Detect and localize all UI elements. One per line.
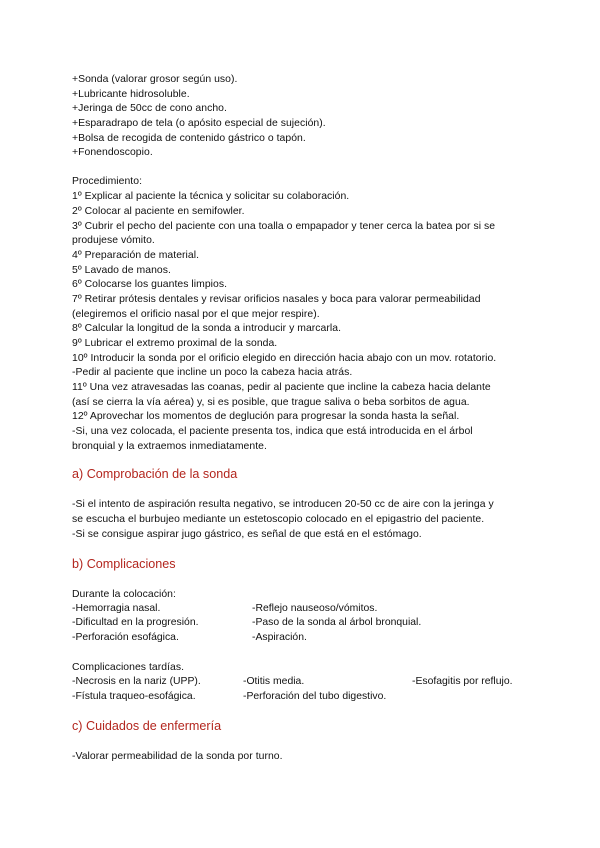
late-title: Complicaciones tardías. — [72, 662, 185, 673]
procedure-step: 7º Retirar prótesis dentales y revisar orificios nasales y boca para valorar permeabilidad — [72, 294, 481, 305]
procedure-step: produjese vómito. — [72, 235, 155, 246]
complication-item: -Dificultad en la progresión. — [72, 617, 199, 628]
late-complication-item: -Fístula traqueo-esofágica. — [72, 691, 196, 702]
procedure-step: 1º Explicar al paciente la técnica y solicitar su colaboración. — [72, 191, 350, 202]
during-title: Durante la colocación: — [72, 589, 176, 600]
section-a-line: -Si el intento de aspiración resulta negativo, se introducen 20-50 cc de aire con la jeringa y — [72, 499, 494, 510]
procedure-step: 6º Colocarse los guantes limpios. — [72, 279, 228, 290]
complication-item: -Hemorragia nasal. — [72, 603, 161, 614]
section-c-heading: c) Cuidados de enfermería — [72, 719, 222, 733]
procedure-step: 9º Lubricar el extremo proximal de la sonda. — [72, 338, 278, 349]
material-item: +Lubricante hidrosoluble. — [72, 89, 190, 100]
procedure-step: 3º Cubrir el pecho del paciente con una toalla o empapador y tener cerca la batea por si se — [72, 221, 496, 232]
section-b-heading: b) Complicaciones — [72, 557, 176, 571]
complication-item: -Aspiración. — [252, 632, 307, 643]
procedure-step: (así se cierra la vía aérea) y, si es posible, que trague saliva o beba sorbitos de agua. — [72, 397, 470, 408]
procedure-title: Procedimiento: — [72, 176, 143, 187]
late-complication-item: -Otitis media. — [243, 676, 305, 687]
section-a-line: -Si se consigue aspirar jugo gástrico, es señal de que está en el estómago. — [72, 529, 422, 540]
material-item: +Esparadrapo de tela (o apósito especial de sujeción). — [72, 118, 326, 129]
complication-item: -Perforación esofágica. — [72, 632, 179, 643]
material-item: +Bolsa de recogida de contenido gástrico o tapón. — [72, 133, 306, 144]
material-item: +Sonda (valorar grosor según uso). — [72, 74, 238, 85]
section-a-heading: a) Comprobación de la sonda — [72, 467, 238, 481]
procedure-step: 4º Preparación de material. — [72, 250, 200, 261]
complication-item: -Reflejo nauseoso/vómitos. — [252, 603, 378, 614]
procedure-step: 12º Aprovechar los momentos de deglución para progresar la sonda hasta la señal. — [72, 411, 460, 422]
procedure-step: (elegiremos el orificio nasal por el que mejor respire). — [72, 309, 320, 320]
section-a-line: se escucha el burbujeo mediante un estetoscopio colocado en el epigastrio del paciente. — [72, 514, 485, 525]
complication-item: -Paso de la sonda al árbol bronquial. — [252, 617, 422, 628]
late-complication-item: -Esofagitis por reflujo. — [412, 676, 513, 687]
procedure-step: 5º Lavado de manos. — [72, 265, 171, 276]
procedure-step: 10º Introducir la sonda por el orificio elegido en dirección hacia abajo con un mov. rotatorio. — [72, 353, 497, 364]
procedure-step: 8º Calcular la longitud de la sonda a introducir y marcarla. — [72, 323, 342, 334]
procedure-step: 11º Una vez atravesadas las coanas, pedir al paciente que incline la cabeza hacia delante — [72, 382, 491, 393]
late-complication-item: -Necrosis en la nariz (UPP). — [72, 676, 201, 687]
procedure-step: 2º Colocar al paciente en semifowler. — [72, 206, 245, 217]
procedure-step: -Pedir al paciente que incline un poco la cabeza hacia atrás. — [72, 367, 353, 378]
late-complication-item: -Perforación del tubo digestivo. — [243, 691, 387, 702]
material-item: +Fonendoscopio. — [72, 147, 153, 158]
procedure-step: bronquial y la extraemos inmediatamente. — [72, 441, 267, 452]
section-c-line: -Valorar permeabilidad de la sonda por turno. — [72, 751, 283, 762]
procedure-step: -Si, una vez colocada, el paciente presenta tos, indica que está introducida en el árbol — [72, 426, 473, 437]
material-item: +Jeringa de 50cc de cono ancho. — [72, 103, 227, 114]
